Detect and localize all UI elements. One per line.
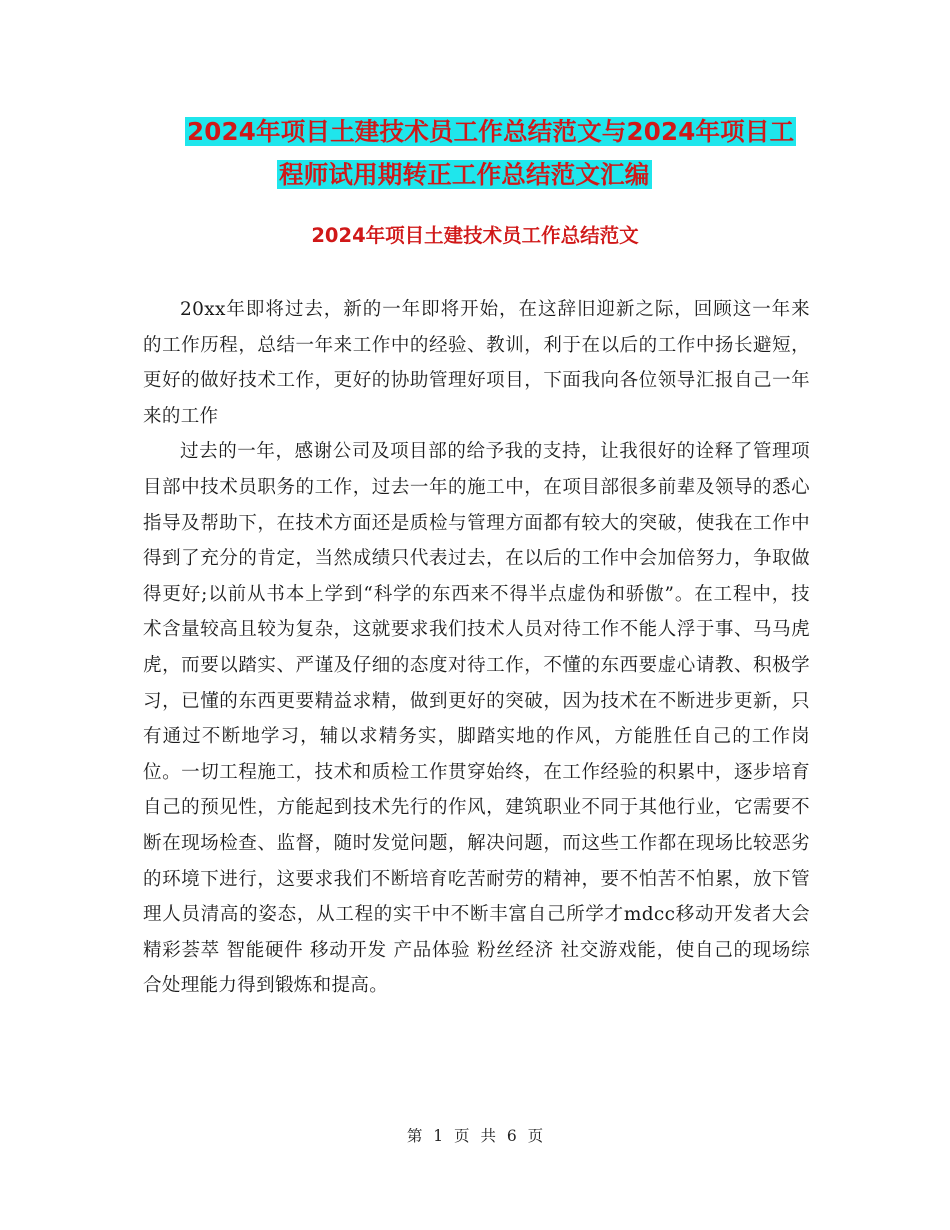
section-heading: 2024年项目土建技术员工作总结范文 bbox=[311, 224, 639, 247]
document-title-line-1: 2024年项目土建技术员工作总结范文与2024年项目工 bbox=[187, 117, 795, 146]
paragraph-intro: 20xx年即将过去，新的一年即将开始，在这辞旧迎新之际，回顾这一年来的工作历程，总结一年来工作中的经验、教训，利于在以后的工作中扬长避短，更好的做好技术工作，更好的协助管理好项目，下面我向各位领导汇报自己一年来的工作 bbox=[143, 299, 810, 427]
paragraph-main: 过去的一年，感谢公司及项目部的给予我的支持，让我很好的诠释了管理项目部中技术员职务的工作，过去一年的施工中，在项目部很多前辈及领导的悉心指导及帮助下，在技术方面还是质检与管理方面都有较大的突破，使我在工作中得到了充分的肯定，当然成绩只代表过去，在以后的工作中会加倍努力，争取做得更好;以前从书本上学到“科学的东西来不得半点虚伪和骄傲”。在工程中，技术含量较高且较为复杂，这就要求我们技术人员对待工作不能人浮于事、马马虎虎，而要以踏实、严谨及仔细的态度对待工作，不懂的东西要虚心请教、积极学习，已懂的东西更要精益求精，做到更好的突破，因为技术在不断进步更新，只有通过不断地学习，辅以求精务实，脚踏实地的作风，方能胜任自己的工作岗位。一切工程施工，技术和质检工作贯穿始终，在工作经验的积累中，逐步培育自己的预见性，方能起到技术先行的作风，建筑职业不同于其他行业，它需要不断在现场检查、监督，随时发觉问题，解决问题，而这些工作都在现场比较恶劣的环境下进行，这要求我们不断培育吃苦耐劳的精神，要不怕苦不怕累，放下管理人员清高的姿态，从工程的实干中不断丰富自己所学才mdcc移动开发者大会精彩荟萃 智能硬件 移动开发 产品体验 粉丝经济 社交游戏能，使自己的现场综合处理能力得到锻炼和提高。 bbox=[143, 441, 810, 997]
document-title bbox=[140, 110, 840, 196]
page-number-footer: 第 1 页 共 6 页 bbox=[406, 1127, 544, 1145]
document-body bbox=[143, 292, 810, 1004]
document-title-line-2: 程师试用期转正工作总结范文汇编 bbox=[279, 160, 650, 189]
